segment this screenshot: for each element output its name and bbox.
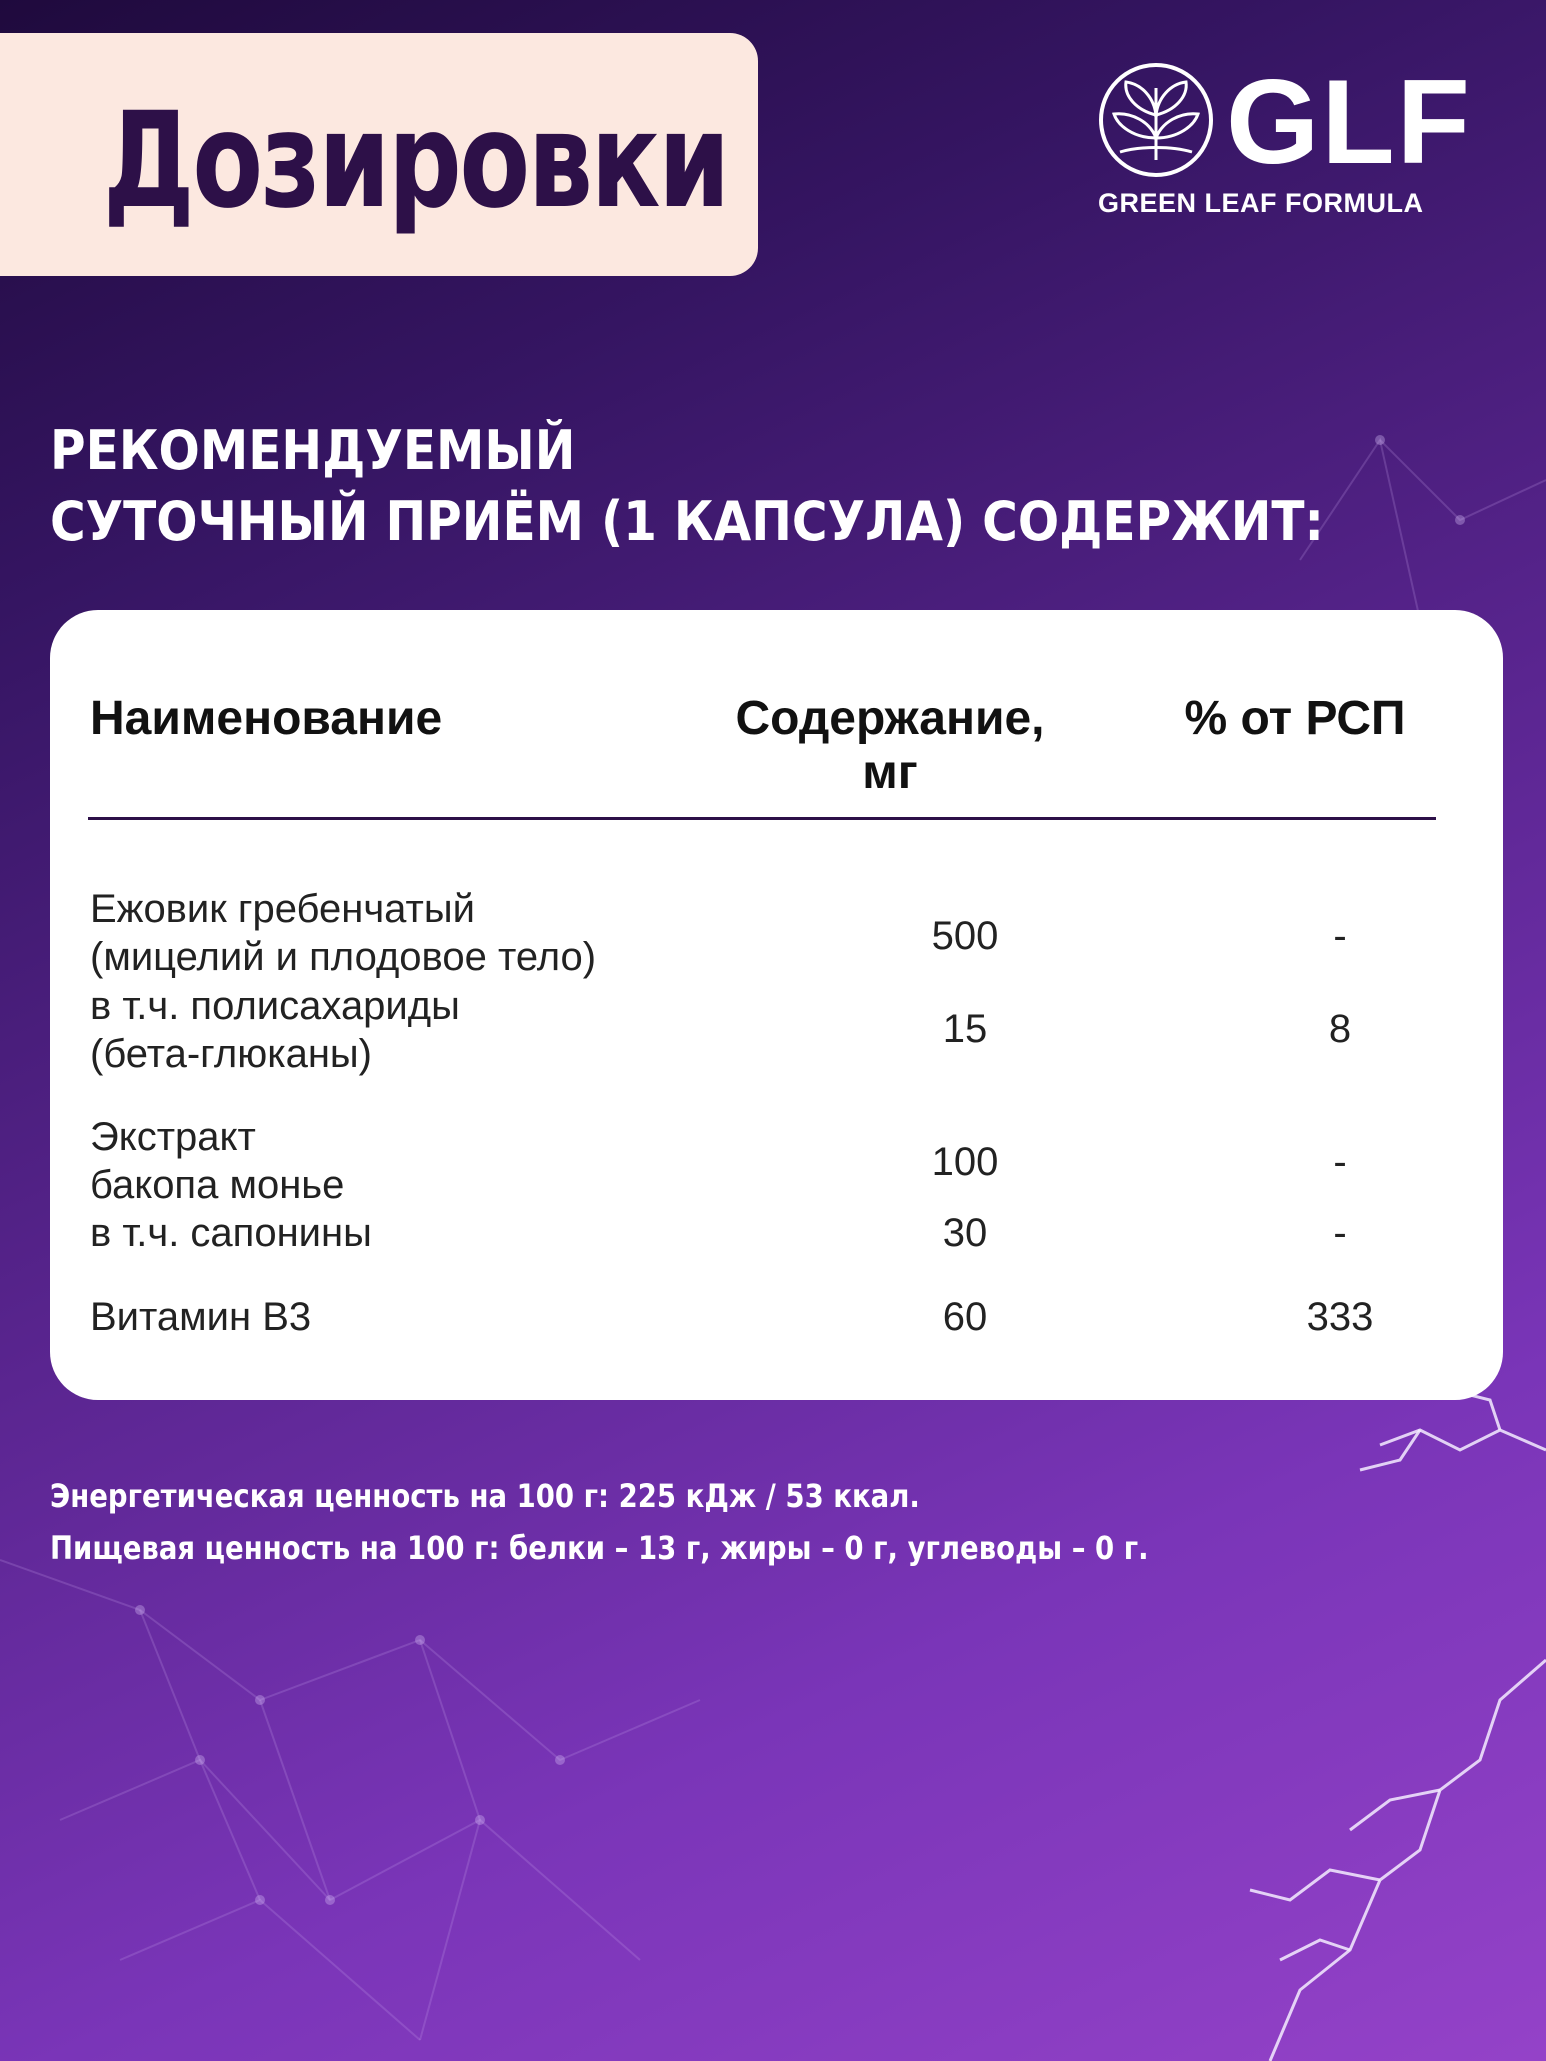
heading-line-2: СУТОЧНЫЙ ПРИЁМ (1 КАПСУЛА) СОДЕРЖИТ:: [50, 490, 1325, 553]
lightning-icon: [1250, 1390, 1546, 2061]
page-title: Дозировки: [103, 84, 728, 238]
column-header-amount-line-1: Содержание,: [735, 692, 1045, 745]
table-row-name-line-2: (бета-глюканы): [90, 1032, 372, 1076]
table-row-amount: 100: [931, 1140, 999, 1184]
column-header-pct: % от РСП: [1184, 692, 1406, 745]
title-banner: [0, 33, 758, 276]
leaf-circle-emblem-icon: [1096, 60, 1216, 180]
table-row-amount: 60: [942, 1295, 988, 1339]
logo-subtitle: GREEN LEAF FORMULA: [1098, 188, 1424, 218]
brand-logo: [1096, 55, 1476, 220]
table-row-name-line-2: бакопа монье: [90, 1163, 345, 1207]
nutrition-value-text: Пищевая ценность на 100 г: белки – 13 г, жиры – 0 г, углеводы – 0 г.: [50, 1529, 1149, 1567]
table-row-pct: 333: [1306, 1295, 1374, 1339]
table-row-pct: 8: [1328, 1007, 1352, 1051]
energy-value-text: Энергетическая ценность на 100 г: 225 кДж / 53 ккал.: [50, 1477, 920, 1515]
column-header-amount-line-2: мг: [862, 746, 918, 799]
logo-letters: GLF: [1226, 55, 1472, 189]
table-row-name-line-1: Витамин B3: [90, 1295, 312, 1339]
table-row-pct: -: [1333, 1140, 1347, 1184]
column-header-amount: [710, 692, 1070, 800]
section-heading: [50, 415, 1324, 557]
table-row-amount: 15: [942, 1007, 988, 1051]
header-divider: [88, 817, 1436, 820]
table-row-name-line-1: в т.ч. сапонины: [90, 1211, 372, 1255]
table-row-amount: 500: [931, 914, 999, 958]
composition-table: [50, 610, 1503, 1400]
table-row-pct: -: [1333, 1211, 1347, 1255]
column-header-name: Наименование: [90, 692, 443, 745]
table-row-name-line-1: Экстракт: [90, 1115, 256, 1159]
table-row-name-line-1: Ежовик гребенчатый: [90, 887, 475, 931]
nutrition-footer: [50, 1470, 1149, 1574]
table-row-name-line-2: (мицелий и плодовое тело): [90, 935, 597, 979]
heading-line-1: РЕКОМЕНДУЕМЫЙ: [50, 419, 576, 482]
table-row-name-line-1: в т.ч. полисахариды: [90, 984, 460, 1028]
table-row-amount: 30: [942, 1211, 988, 1255]
table-row-pct: -: [1333, 914, 1347, 958]
